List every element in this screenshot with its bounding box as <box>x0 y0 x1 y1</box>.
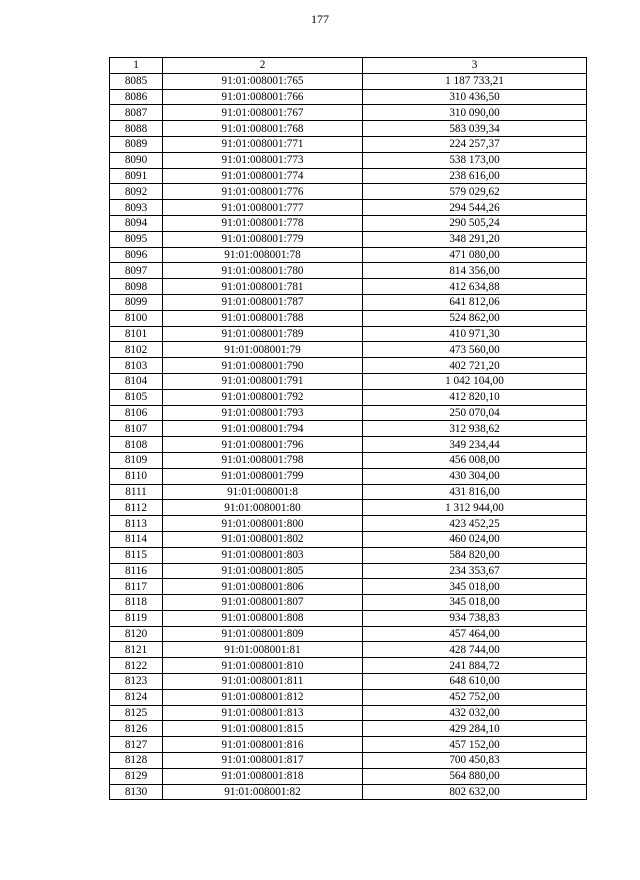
table-row <box>110 674 587 690</box>
row-number-cell: 8086 <box>110 89 163 105</box>
cadastral-number-cell: 91:01:008001:789 <box>163 326 363 342</box>
row-number-cell: 8128 <box>110 753 163 769</box>
cadastral-number-cell: 91:01:008001:780 <box>163 263 363 279</box>
row-number-cell: 8129 <box>110 768 163 784</box>
cadastral-number-cell: 91:01:008001:790 <box>163 358 363 374</box>
table-row <box>110 421 587 437</box>
table-row <box>110 500 587 516</box>
cadastral-number-cell: 91:01:008001:774 <box>163 168 363 184</box>
row-number-cell: 8102 <box>110 342 163 358</box>
table-row <box>110 452 587 468</box>
table-row <box>110 200 587 216</box>
cadastral-number-cell: 91:01:008001:81 <box>163 642 363 658</box>
row-number-cell: 8113 <box>110 516 163 532</box>
row-number-cell: 8116 <box>110 563 163 579</box>
table-row <box>110 579 587 595</box>
row-number-cell: 8099 <box>110 294 163 310</box>
table-row <box>110 642 587 658</box>
table-row <box>110 689 587 705</box>
cadastral-number-cell: 91:01:008001:773 <box>163 152 363 168</box>
value-cell: 584 820,00 <box>363 547 587 563</box>
value-cell: 410 971,30 <box>363 326 587 342</box>
value-cell: 429 284,10 <box>363 721 587 737</box>
value-cell: 564 880,00 <box>363 768 587 784</box>
cadastral-number-cell: 91:01:008001:818 <box>163 768 363 784</box>
row-number-cell: 8089 <box>110 136 163 152</box>
value-cell: 430 304,00 <box>363 468 587 484</box>
cadastral-number-cell: 91:01:008001:813 <box>163 705 363 721</box>
cadastral-number-cell: 91:01:008001:79 <box>163 342 363 358</box>
value-cell: 310 436,50 <box>363 89 587 105</box>
table-row <box>110 263 587 279</box>
cadastral-number-cell: 91:01:008001:817 <box>163 753 363 769</box>
table-row <box>110 484 587 500</box>
value-cell: 579 029,62 <box>363 184 587 200</box>
row-number-cell: 8123 <box>110 674 163 690</box>
column-header: 3 <box>363 58 587 74</box>
value-cell: 412 634,88 <box>363 279 587 295</box>
table-row <box>110 753 587 769</box>
value-cell: 456 008,00 <box>363 452 587 468</box>
cadastral-number-cell: 91:01:008001:802 <box>163 531 363 547</box>
row-number-cell: 8124 <box>110 689 163 705</box>
value-cell: 431 816,00 <box>363 484 587 500</box>
table-row <box>110 326 587 342</box>
page-number: 177 <box>311 12 329 26</box>
cadastral-number-cell: 91:01:008001:78 <box>163 247 363 263</box>
value-cell: 802 632,00 <box>363 784 587 800</box>
cadastral-number-cell: 91:01:008001:791 <box>163 373 363 389</box>
cadastral-number-cell: 91:01:008001:777 <box>163 200 363 216</box>
cadastral-number-cell: 91:01:008001:8 <box>163 484 363 500</box>
table-row <box>110 152 587 168</box>
cadastral-number-cell: 91:01:008001:788 <box>163 310 363 326</box>
value-cell: 648 610,00 <box>363 674 587 690</box>
row-number-cell: 8108 <box>110 437 163 453</box>
table-row <box>110 358 587 374</box>
value-cell: 241 884,72 <box>363 658 587 674</box>
row-number-cell: 8107 <box>110 421 163 437</box>
value-cell: 348 291,20 <box>363 231 587 247</box>
value-cell: 934 738,83 <box>363 610 587 626</box>
row-number-cell: 8091 <box>110 168 163 184</box>
table-row <box>110 105 587 121</box>
table-row <box>110 705 587 721</box>
value-cell: 345 018,00 <box>363 579 587 595</box>
table-row <box>110 437 587 453</box>
column-header: 2 <box>163 58 363 74</box>
value-cell: 457 464,00 <box>363 626 587 642</box>
cadastral-number-cell: 91:01:008001:771 <box>163 136 363 152</box>
table-row <box>110 121 587 137</box>
value-cell: 234 353,67 <box>363 563 587 579</box>
value-cell: 402 721,20 <box>363 358 587 374</box>
cadastral-number-cell: 91:01:008001:799 <box>163 468 363 484</box>
table-row <box>110 231 587 247</box>
row-number-cell: 8092 <box>110 184 163 200</box>
value-cell: 457 152,00 <box>363 737 587 753</box>
table-row <box>110 247 587 263</box>
value-cell: 432 032,00 <box>363 705 587 721</box>
cadastral-number-cell: 91:01:008001:80 <box>163 500 363 516</box>
row-number-cell: 8100 <box>110 310 163 326</box>
value-cell: 349 234,44 <box>363 437 587 453</box>
value-cell: 1 312 944,00 <box>363 500 587 516</box>
cadastral-number-cell: 91:01:008001:806 <box>163 579 363 595</box>
table-row <box>110 737 587 753</box>
cadastral-number-cell: 91:01:008001:765 <box>163 73 363 89</box>
cadastral-number-cell: 91:01:008001:767 <box>163 105 363 121</box>
table-row <box>110 215 587 231</box>
table-row <box>110 516 587 532</box>
value-cell: 538 173,00 <box>363 152 587 168</box>
value-cell: 290 505,24 <box>363 215 587 231</box>
value-cell: 641 812,06 <box>363 294 587 310</box>
cadastral-number-cell: 91:01:008001:779 <box>163 231 363 247</box>
cadastral-number-cell: 91:01:008001:787 <box>163 294 363 310</box>
cadastral-number-cell: 91:01:008001:766 <box>163 89 363 105</box>
cadastral-number-cell: 91:01:008001:798 <box>163 452 363 468</box>
value-cell: 700 450,83 <box>363 753 587 769</box>
table-row <box>110 168 587 184</box>
column-header: 1 <box>110 58 163 74</box>
table-row <box>110 294 587 310</box>
row-number-cell: 8096 <box>110 247 163 263</box>
table-row <box>110 136 587 152</box>
cadastral-number-cell: 91:01:008001:815 <box>163 721 363 737</box>
table-row <box>110 547 587 563</box>
row-number-cell: 8118 <box>110 595 163 611</box>
cadastral-number-cell: 91:01:008001:796 <box>163 437 363 453</box>
value-cell: 814 356,00 <box>363 263 587 279</box>
value-cell: 345 018,00 <box>363 595 587 611</box>
table-row <box>110 342 587 358</box>
value-cell: 250 070,04 <box>363 405 587 421</box>
value-cell: 294 544,26 <box>363 200 587 216</box>
row-number-cell: 8121 <box>110 642 163 658</box>
table-row <box>110 389 587 405</box>
row-number-cell: 8101 <box>110 326 163 342</box>
row-number-cell: 8130 <box>110 784 163 800</box>
cadastral-number-cell: 91:01:008001:809 <box>163 626 363 642</box>
cadastral-number-cell: 91:01:008001:803 <box>163 547 363 563</box>
value-cell: 423 452,25 <box>363 516 587 532</box>
table-row <box>110 610 587 626</box>
value-cell: 583 039,34 <box>363 121 587 137</box>
row-number-cell: 8119 <box>110 610 163 626</box>
value-cell: 471 080,00 <box>363 247 587 263</box>
value-cell: 238 616,00 <box>363 168 587 184</box>
row-number-cell: 8104 <box>110 373 163 389</box>
row-number-cell: 8090 <box>110 152 163 168</box>
table-row <box>110 184 587 200</box>
cadastral-number-cell: 91:01:008001:793 <box>163 405 363 421</box>
row-number-cell: 8105 <box>110 389 163 405</box>
table-row <box>110 310 587 326</box>
table-row <box>110 405 587 421</box>
row-number-cell: 8111 <box>110 484 163 500</box>
cadastral-number-cell: 91:01:008001:812 <box>163 689 363 705</box>
data-table <box>109 57 587 800</box>
table-row <box>110 73 587 89</box>
row-number-cell: 8088 <box>110 121 163 137</box>
value-cell: 428 744,00 <box>363 642 587 658</box>
table-row <box>110 658 587 674</box>
cadastral-number-cell: 91:01:008001:781 <box>163 279 363 295</box>
value-cell: 473 560,00 <box>363 342 587 358</box>
row-number-cell: 8112 <box>110 500 163 516</box>
cadastral-number-cell: 91:01:008001:816 <box>163 737 363 753</box>
row-number-cell: 8120 <box>110 626 163 642</box>
row-number-cell: 8087 <box>110 105 163 121</box>
row-number-cell: 8109 <box>110 452 163 468</box>
cadastral-number-cell: 91:01:008001:810 <box>163 658 363 674</box>
row-number-cell: 8098 <box>110 279 163 295</box>
table-row <box>110 468 587 484</box>
table-row <box>110 595 587 611</box>
value-cell: 1 187 733,21 <box>363 73 587 89</box>
value-cell: 1 042 104,00 <box>363 373 587 389</box>
row-number-cell: 8117 <box>110 579 163 595</box>
row-number-cell: 8097 <box>110 263 163 279</box>
cadastral-number-cell: 91:01:008001:82 <box>163 784 363 800</box>
row-number-cell: 8095 <box>110 231 163 247</box>
row-number-cell: 8110 <box>110 468 163 484</box>
cadastral-number-cell: 91:01:008001:776 <box>163 184 363 200</box>
row-number-cell: 8126 <box>110 721 163 737</box>
row-number-cell: 8093 <box>110 200 163 216</box>
row-number-cell: 8125 <box>110 705 163 721</box>
value-cell: 224 257,37 <box>363 136 587 152</box>
value-cell: 460 024,00 <box>363 531 587 547</box>
cadastral-number-cell: 91:01:008001:778 <box>163 215 363 231</box>
cadastral-number-cell: 91:01:008001:808 <box>163 610 363 626</box>
table-header-row <box>110 58 587 74</box>
value-cell: 524 862,00 <box>363 310 587 326</box>
value-cell: 452 752,00 <box>363 689 587 705</box>
table-row <box>110 784 587 800</box>
row-number-cell: 8122 <box>110 658 163 674</box>
value-cell: 312 938,62 <box>363 421 587 437</box>
table-row <box>110 626 587 642</box>
row-number-cell: 8085 <box>110 73 163 89</box>
value-cell: 310 090,00 <box>363 105 587 121</box>
row-number-cell: 8115 <box>110 547 163 563</box>
table-row <box>110 373 587 389</box>
row-number-cell: 8106 <box>110 405 163 421</box>
table-row <box>110 531 587 547</box>
cadastral-number-cell: 91:01:008001:792 <box>163 389 363 405</box>
row-number-cell: 8114 <box>110 531 163 547</box>
row-number-cell: 8127 <box>110 737 163 753</box>
table-row <box>110 721 587 737</box>
table-row <box>110 279 587 295</box>
row-number-cell: 8103 <box>110 358 163 374</box>
table-row <box>110 89 587 105</box>
table-row <box>110 768 587 784</box>
table-body <box>110 73 587 800</box>
cadastral-number-cell: 91:01:008001:768 <box>163 121 363 137</box>
table-row <box>110 563 587 579</box>
cadastral-number-cell: 91:01:008001:811 <box>163 674 363 690</box>
cadastral-number-cell: 91:01:008001:807 <box>163 595 363 611</box>
cadastral-number-cell: 91:01:008001:805 <box>163 563 363 579</box>
cadastral-number-cell: 91:01:008001:794 <box>163 421 363 437</box>
row-number-cell: 8094 <box>110 215 163 231</box>
cadastral-number-cell: 91:01:008001:800 <box>163 516 363 532</box>
value-cell: 412 820,10 <box>363 389 587 405</box>
